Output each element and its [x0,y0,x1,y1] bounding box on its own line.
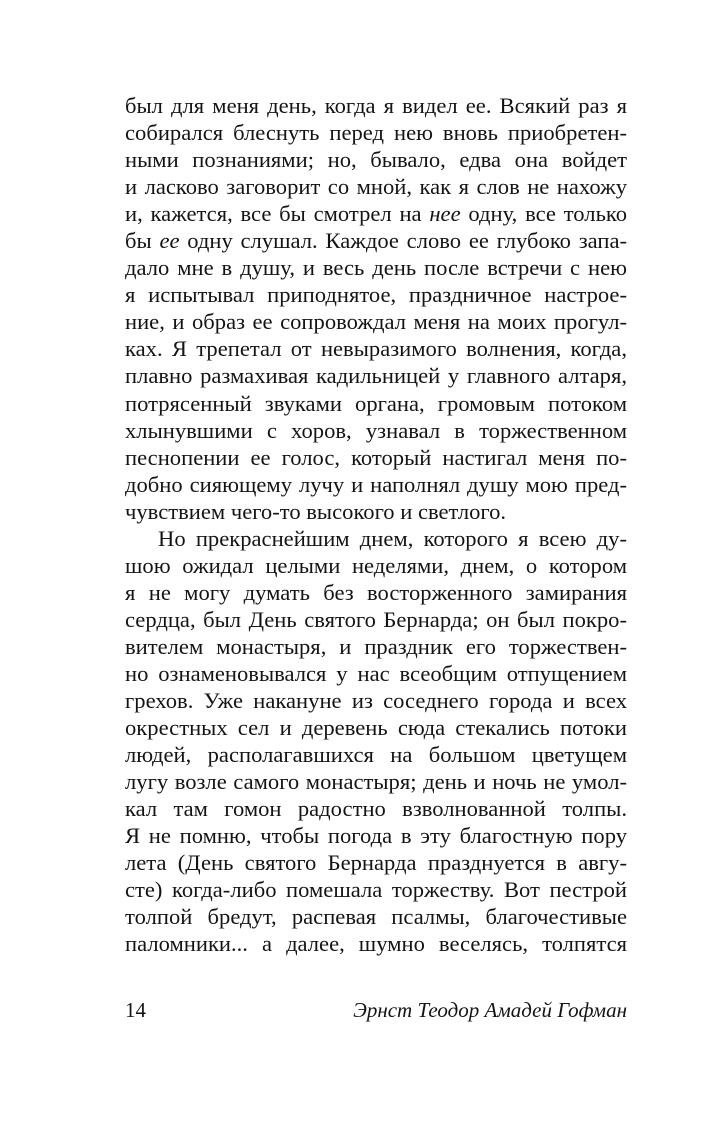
text-line: но ознаменовывался у нас всеобщим отпущением [125,660,627,686]
text-line: паломники... а далее, шумно веселясь, толпятся [125,931,627,957]
text-line: толпой бредут, распевая псалмы, благочестивые [125,904,627,930]
page-number: 14 [125,998,146,1022]
text-line: шою ожидал целыми неделями, днем, о котором [125,552,627,578]
text-line: кал там гомон радостно взволнованной толпы. [125,796,627,822]
paragraph-first-line: Но прекраснейшим днем, которого я всею ду- [158,525,627,551]
text-line: плавно размахивая кадильницей у главного алтаря, [125,363,627,389]
running-head-author: Эрнст Теодор Амадей Гофман [353,998,627,1022]
text-line: я не могу думать без восторженного замирания [125,579,627,605]
text-line: ние, и образ ее сопровождал меня на моих прогул- [125,309,627,335]
text-line: был для меня день, когда я видел ее. Всякий раз я [125,93,627,118]
text-line: лета (День святого Бернарда празднуется в авгу- [125,850,627,876]
text-line: Я не помню, чтобы погода в эту благостную пору [125,823,627,849]
text-line: и ласково заговорит со мной, как я слов не нахожу [125,174,627,200]
text-line: песнопении ее голос, который настигал меня по- [125,444,627,470]
text-segment: бы [125,228,160,254]
text-line: собирался блеснуть перед нею вновь приобретен- [125,120,627,146]
body-text [125,92,627,958]
text-line: сте) когда-либо помешала торжеству. Вот пестрой [125,877,627,903]
italic-word: ее [159,228,180,254]
text-line [125,200,627,227]
text-line: грехов. Уже накануне из соседнего города и всех [125,688,627,714]
paragraph-last-line: чувствием чего-то высокого и светлого. [125,498,507,524]
text-line: потрясенный звуками органа, громовым потоком [125,390,627,416]
text-line: лугу возле самого монастыря; день и ночь не умол- [125,769,627,795]
page-footer [125,995,627,1025]
text-segment: одну, все только [460,201,627,227]
text-line: ках. Я трепетал от невыразимого волнения, когда, [125,336,627,362]
text-line: добно сияющему лучу и наполнял душу мою пред- [125,471,627,497]
text-line: сердца, был День святого Бернарда; он был покро- [125,606,627,632]
text-line: людей, располагавшихся на большом цветущем [125,742,627,768]
text-line: я испытывал приподнятое, праздничное настрое- [125,282,627,308]
text-line: хлынувшими с хоров, узнавал в торжественном [125,417,627,443]
text-line: вителем монастыря, и праздник его торжествен- [125,633,627,659]
italic-word: нее [429,201,461,227]
text-line: ными познаниями; но, бывало, едва она войдет [125,147,627,173]
text-line: окрестных сел и деревень сюда стекались потоки [125,715,627,741]
text-line: дало мне в душу, и весь день после встречи с нею [125,255,627,281]
text-segment: и, кажется, все бы смотрел на [125,201,430,227]
text-line [125,227,627,254]
text-segment: одну слушал. Каждое слово ее глубоко запа- [179,228,627,254]
